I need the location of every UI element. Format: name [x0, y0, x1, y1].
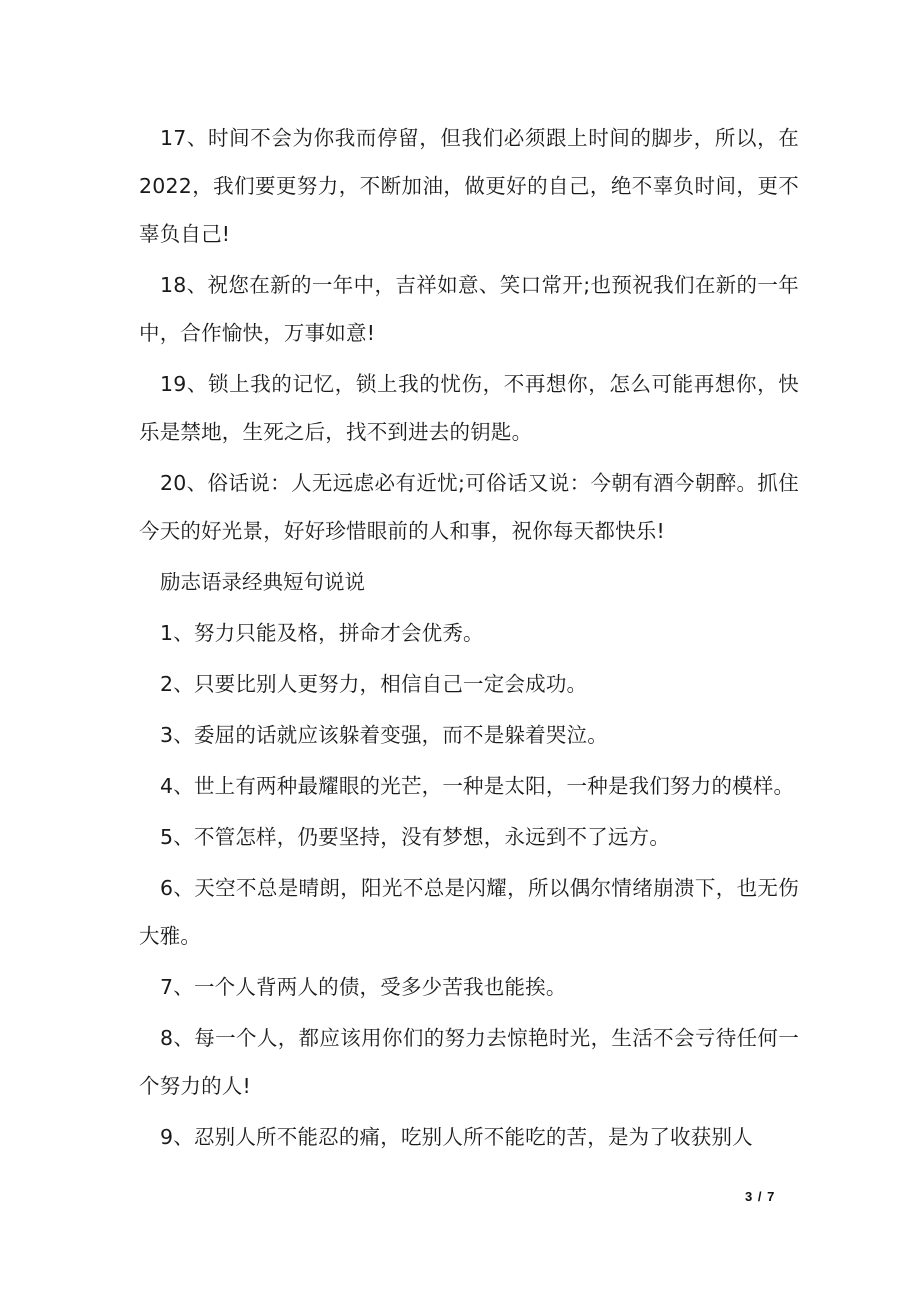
list-item-6: 6、天空不总是晴朗，阳光不总是闪耀，所以偶尔情绪崩溃下，也无伤大雅。: [139, 876, 799, 948]
list-item-4: 4、世上有两种最耀眼的光芒，一种是太阳，一种是我们努力的模样。: [160, 774, 795, 798]
list-item-9: 9、忍别人所不能忍的痛，吃别人所不能吃的苦，是为了收获别人: [160, 1125, 753, 1149]
paragraph-20: 20、俗话说：人无远虑必有近忧;可俗话又说：今朝有酒今朝醉。抓住今天的好光景，好好珍惜眼前的人和事，祝你每天都快乐!: [139, 471, 799, 543]
section-heading: 励志语录经典短句说说: [160, 570, 365, 594]
list-item-1: 1、努力只能及格，拼命才会优秀。: [160, 621, 484, 645]
document-body: [139, 114, 799, 1164]
list-item-2: 2、只要比别人更努力，相信自己一定会成功。: [160, 672, 588, 696]
list-item-5: 5、不管怎样，仍要坚持，没有梦想，永远到不了远方。: [160, 825, 671, 849]
paragraph-18: 18、祝您在新的一年中，吉祥如意、笑口常开;也预祝我们在新的一年中，合作愉快，万事如意!: [139, 273, 799, 345]
list-item-3: 3、委屈的话就应该躲着变强，而不是躲着哭泣。: [160, 723, 608, 747]
list-item-7: 7、一个人背两人的债，受多少苦我也能挨。: [160, 975, 567, 999]
list-item-8: 8、每一个人，都应该用你们的努力去惊艳时光，生活不会亏待任何一个努力的人!: [139, 1026, 799, 1098]
paragraph-19: 19、锁上我的记忆，锁上我的忧伤，不再想你，怎么可能再想你，快乐是禁地，生死之后，找不到进去的钥匙。: [139, 372, 799, 444]
page-number: 3 / 7: [745, 1189, 776, 1204]
paragraph-17: 17、时间不会为你我而停留，但我们必须跟上时间的脚步，所以，在 2022，我们要更努力，不断加油，做更好的自己，绝不辜负时间，更不辜负自己!: [139, 126, 799, 246]
